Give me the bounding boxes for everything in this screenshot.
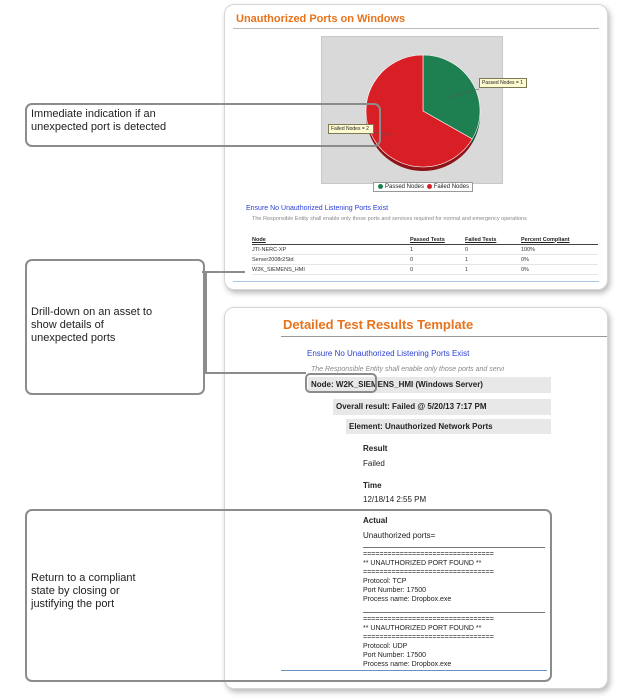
passed-tests: 0	[410, 255, 465, 265]
legend-passed-label: Passed Nodes	[385, 184, 425, 191]
title-divider	[233, 28, 599, 29]
annotation-drill-down-text: Drill-down on an asset to show details of unexpected ports	[31, 306, 153, 344]
result-label: Result	[363, 444, 388, 453]
table-row[interactable]	[252, 255, 598, 265]
node-name[interactable]: W2K_SIEMENS_HMI	[252, 265, 410, 275]
equals-divider: ================================	[363, 634, 494, 641]
equals-divider: ================================	[363, 569, 494, 576]
node-label[interactable]: Node: W2K_SIEMENS_HMI	[311, 380, 414, 389]
equals-divider: ================================	[363, 551, 494, 558]
time-value: 12/18/14 2:55 PM	[363, 495, 427, 504]
percent-compliant: 0%	[521, 265, 598, 275]
passed-tests: 0	[410, 265, 465, 275]
percent-compliant: 0%	[521, 255, 598, 265]
header-failed-tests[interactable]: Failed Tests	[465, 235, 521, 245]
passed-legend-swatch	[378, 184, 383, 189]
panel-title: Unauthorized Ports on Windows	[236, 13, 406, 25]
test-description: The Responsible Entity shall enable only those ports and services required for normal and emergency operations	[252, 216, 527, 222]
node-name[interactable]: Server2008r2Std	[252, 255, 410, 265]
actual-label: Actual	[363, 516, 388, 525]
table-row[interactable]	[252, 265, 598, 275]
failed-tests: 1	[465, 265, 521, 275]
actual-value: Unauthorized ports=	[363, 531, 436, 540]
test-link[interactable]: Ensure No Unauthorized Listening Ports Exist	[307, 349, 470, 358]
test-description: The Responsible Entity shall enable only those ports and servi	[311, 366, 504, 373]
failed-legend-swatch	[427, 184, 432, 189]
result-value: Failed	[363, 459, 385, 468]
process-name-value: Process name: Dropbox.exe	[363, 596, 452, 603]
callout-failed-label: Failed Nodes = 2	[331, 126, 369, 132]
legend-failed-label: Failed Nodes	[433, 184, 470, 191]
percent-compliant: 100%	[521, 245, 598, 255]
header-percent-compliant[interactable]: Percent Compliant	[521, 235, 598, 245]
process-name-value: Process name: Dropbox.exe	[363, 661, 452, 668]
failed-tests: 0	[465, 245, 521, 255]
dashboard-panel	[224, 4, 608, 290]
chart-legend	[373, 182, 473, 192]
table-header-row	[252, 235, 598, 245]
header-passed-tests[interactable]: Passed Tests	[410, 235, 465, 245]
element-bar: Element: Unauthorized Network Ports	[346, 419, 551, 434]
failed-tests: 1	[465, 255, 521, 265]
protocol-value: Protocol: TCP	[363, 578, 407, 585]
node-results-table	[252, 235, 598, 275]
node-name[interactable]: JTI-NERC-XP	[252, 245, 410, 255]
callout-passed-label: Passed Nodes = 1	[482, 80, 523, 86]
port-number-value: Port Number: 17500	[363, 587, 427, 594]
callout-passed-nodes	[479, 78, 527, 88]
test-link[interactable]: Ensure No Unauthorized Listening Ports Exist	[246, 205, 389, 212]
time-label: Time	[363, 481, 382, 490]
header-node[interactable]: Node	[252, 235, 410, 245]
table-row[interactable]	[252, 245, 598, 255]
panel-title: Detailed Test Results Template	[283, 317, 474, 332]
port-found-heading: ** UNAUTHORIZED PORT FOUND **	[363, 625, 482, 632]
node-os-label: (Windows Server)	[415, 380, 483, 389]
protocol-value: Protocol: UDP	[363, 643, 408, 650]
node-header-bar	[308, 377, 551, 393]
overall-result-bar: Overall result: Failed @ 5/20/13 7:17 PM	[333, 399, 551, 415]
port-found-heading: ** UNAUTHORIZED PORT FOUND **	[363, 560, 482, 567]
annotation-compliant-text: Return to a compliant state by closing or justifying the port	[31, 572, 136, 610]
panel-bottom-rule	[233, 281, 599, 282]
equals-divider: ================================	[363, 616, 494, 623]
annotation-indication-text: Immediate indication if an unexpected port is detected	[31, 108, 167, 133]
passed-tests: 1	[410, 245, 465, 255]
port-number-value: Port Number: 17500	[363, 652, 427, 659]
title-divider	[281, 336, 607, 337]
